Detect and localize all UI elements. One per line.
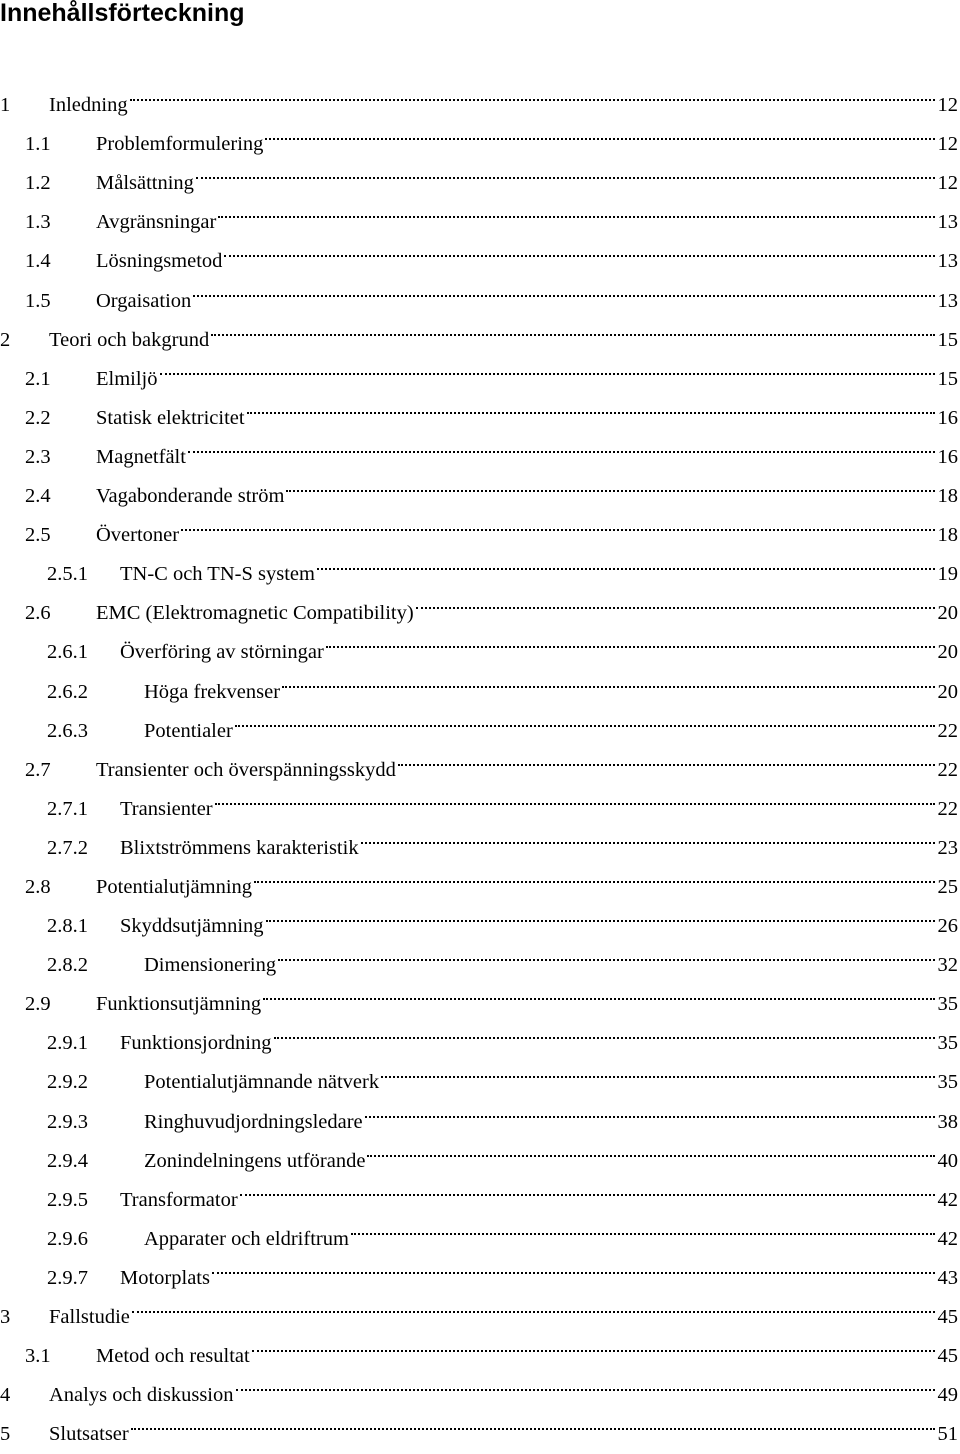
toc-entry[interactable] bbox=[0, 893, 958, 938]
dot-leader bbox=[252, 1323, 937, 1362]
toc-entry-number: 1.1 bbox=[25, 133, 51, 156]
toc-entry[interactable] bbox=[0, 737, 958, 781]
toc-entry-title: Elmiljö bbox=[96, 367, 158, 390]
toc-entry[interactable] bbox=[0, 267, 958, 312]
dot-leader bbox=[282, 658, 936, 697]
dot-leader bbox=[351, 1206, 937, 1245]
toc-entry-title: Övertoner bbox=[96, 524, 180, 547]
toc-entry-number: 1 bbox=[0, 94, 11, 117]
toc-entry-title: Avgränsningar bbox=[96, 211, 217, 234]
toc-entry-number: 2.7.1 bbox=[47, 797, 88, 820]
toc-entry-number: 2.2 bbox=[25, 406, 51, 429]
toc-entry[interactable] bbox=[0, 619, 958, 664]
toc-entry[interactable] bbox=[0, 854, 958, 898]
toc-entry-title: Lösningsmetod bbox=[96, 250, 223, 273]
toc-entry[interactable] bbox=[0, 580, 958, 625]
toc-entry[interactable] bbox=[0, 1010, 958, 1055]
toc-entry-title: TN-C och TN-S system bbox=[120, 563, 315, 586]
toc-entry-page-number: 26 bbox=[937, 915, 958, 938]
toc-entry-title: Transformator bbox=[120, 1188, 238, 1211]
toc-entry-page-number: 15 bbox=[937, 367, 958, 390]
toc-entry-number: 2.8 bbox=[25, 875, 51, 898]
toc-entry-number: 1.5 bbox=[25, 289, 51, 312]
toc-entry-page-number: 12 bbox=[937, 172, 958, 195]
toc-entry-number: 1.2 bbox=[25, 172, 51, 195]
toc-entry-number: 2.4 bbox=[25, 485, 51, 508]
toc-entry-number: 4 bbox=[0, 1384, 11, 1407]
toc-entry-number: 2.8.2 bbox=[47, 954, 88, 977]
toc-entry-title: Problemformulering bbox=[96, 133, 264, 156]
toc-entry-page-number: 35 bbox=[937, 993, 958, 1016]
dot-leader bbox=[215, 776, 937, 815]
dot-leader bbox=[188, 424, 937, 463]
toc-entry-number: 2.3 bbox=[25, 445, 51, 468]
dot-leader bbox=[278, 932, 936, 971]
dot-leader bbox=[367, 1128, 936, 1167]
toc-entry-title: Potentialutjämning bbox=[96, 875, 253, 898]
toc-entry-page-number: 42 bbox=[937, 1188, 958, 1211]
toc-entry[interactable] bbox=[0, 1049, 958, 1094]
toc-entry-page-number: 16 bbox=[937, 406, 958, 429]
toc-entry-page-number: 45 bbox=[937, 1306, 958, 1328]
toc-entry[interactable] bbox=[0, 1128, 958, 1172]
toc-entry-page-number: 51 bbox=[937, 1423, 958, 1446]
toc-entry[interactable] bbox=[0, 815, 958, 859]
toc-entry-number: 2.5 bbox=[25, 524, 51, 547]
toc-entry-page-number: 16 bbox=[937, 445, 958, 468]
toc-entry-page-number: 12 bbox=[937, 133, 958, 156]
toc-entry-title: Analys och diskussion bbox=[49, 1384, 234, 1407]
dot-leader bbox=[240, 1167, 937, 1206]
toc-entry[interactable] bbox=[0, 189, 958, 234]
toc-entry-title: EMC (Elektromagnetic Compatibility) bbox=[96, 602, 414, 625]
toc-entry[interactable] bbox=[0, 932, 958, 977]
toc-entry-title: Blixtströmmens karakteristik bbox=[120, 836, 359, 859]
toc-entry-number: 2 bbox=[0, 328, 11, 351]
toc-entry[interactable] bbox=[0, 541, 958, 586]
dot-leader bbox=[193, 267, 936, 306]
toc-entry-page-number: 49 bbox=[937, 1384, 958, 1407]
dot-leader bbox=[317, 541, 937, 580]
toc-entry-page-number: 22 bbox=[937, 797, 958, 820]
toc-entry-number: 2.9.4 bbox=[47, 1149, 88, 1172]
dot-leader bbox=[247, 385, 937, 424]
toc-entry-page-number: 38 bbox=[937, 1110, 958, 1133]
toc-entry-page-number: 35 bbox=[937, 1032, 958, 1055]
dot-leader bbox=[160, 346, 937, 385]
toc-entry-number: 2.9.5 bbox=[47, 1188, 88, 1211]
toc-entry[interactable] bbox=[0, 1245, 958, 1289]
toc-entry-title: Potentialer bbox=[144, 719, 233, 742]
toc-entry-title: Teori och bakgrund bbox=[49, 328, 210, 351]
toc-entry-page-number: 40 bbox=[937, 1149, 958, 1172]
toc-entry-number: 2.9.3 bbox=[47, 1110, 88, 1133]
toc-entry[interactable] bbox=[0, 1284, 958, 1328]
toc-entry[interactable] bbox=[0, 698, 958, 742]
toc-entry-page-number: 20 bbox=[937, 680, 958, 703]
dot-leader bbox=[263, 971, 936, 1010]
toc-entry[interactable] bbox=[0, 385, 958, 429]
toc-entry-page-number: 19 bbox=[937, 563, 958, 586]
toc-entry-number: 2.9.6 bbox=[47, 1227, 88, 1250]
toc-entry-title: Zonindelningens utförande bbox=[144, 1149, 366, 1172]
dot-leader bbox=[274, 1010, 937, 1049]
toc-entry-title: Ringhuvudjordningsledare bbox=[144, 1110, 363, 1133]
toc-entry-title: Skyddsutjämning bbox=[120, 915, 264, 938]
toc-entry-number: 2.9.2 bbox=[47, 1071, 88, 1094]
toc-list bbox=[0, 72, 958, 1446]
toc-entry-number: 1.3 bbox=[25, 211, 51, 234]
toc-entry-page-number: 35 bbox=[937, 1071, 958, 1094]
toc-entry-page-number: 20 bbox=[937, 602, 958, 625]
toc-entry-page-number: 13 bbox=[937, 250, 958, 273]
dot-leader bbox=[235, 698, 937, 737]
toc-entry-page-number: 22 bbox=[937, 758, 958, 781]
toc-entry-title: Statisk elektricitet bbox=[96, 406, 245, 429]
toc-entry-page-number: 13 bbox=[937, 289, 958, 312]
toc-entry-title: Transienter bbox=[120, 797, 213, 820]
toc-entry-title: Målsättning bbox=[96, 172, 194, 195]
toc-entry-number: 2.6 bbox=[25, 602, 51, 625]
toc-entry-number: 5 bbox=[0, 1423, 11, 1446]
toc-entry-title: Funktionsutjämning bbox=[96, 993, 262, 1016]
toc-entry-number: 1.4 bbox=[25, 250, 51, 273]
toc-entry-number: 2.6.3 bbox=[47, 719, 88, 742]
toc-entry[interactable] bbox=[0, 72, 958, 117]
toc-entry[interactable] bbox=[0, 1401, 958, 1446]
dot-leader bbox=[361, 815, 937, 854]
dot-leader bbox=[416, 580, 937, 619]
toc-entry[interactable] bbox=[0, 658, 958, 703]
toc-entry[interactable] bbox=[0, 150, 958, 195]
toc-entry-page-number: 45 bbox=[937, 1345, 958, 1368]
toc-entry-title: Metod och resultat bbox=[96, 1345, 250, 1368]
toc-entry-title: Dimensionering bbox=[144, 954, 277, 977]
dot-leader bbox=[224, 228, 936, 267]
toc-entry-title: Överföring av störningar bbox=[120, 641, 324, 664]
dot-leader bbox=[381, 1049, 936, 1088]
dot-leader bbox=[236, 1362, 937, 1401]
toc-entry-number: 2.1 bbox=[25, 367, 51, 390]
toc-entry[interactable] bbox=[0, 1323, 958, 1368]
toc-entry-title: Funktionsjordning bbox=[120, 1032, 272, 1055]
toc-entry-page-number: 15 bbox=[937, 328, 958, 351]
toc-entry-title: Vagabonderande ström bbox=[96, 485, 285, 508]
dot-leader bbox=[365, 1088, 937, 1127]
dot-leader bbox=[398, 737, 937, 776]
page-title: Innehållsförteckning bbox=[0, 0, 245, 27]
toc-entry[interactable] bbox=[0, 971, 958, 1016]
toc-entry-number: 2.9.1 bbox=[47, 1032, 88, 1055]
toc-entry[interactable] bbox=[0, 1206, 958, 1250]
toc-entry-title: Potentialutjämnande nätverk bbox=[144, 1071, 380, 1094]
toc-entry[interactable] bbox=[0, 776, 958, 820]
toc-entry-number: 2.9.7 bbox=[47, 1266, 88, 1289]
toc-entry[interactable] bbox=[0, 463, 958, 508]
toc-entry-number: 2.8.1 bbox=[47, 915, 88, 938]
toc-entry[interactable] bbox=[0, 1167, 958, 1211]
dot-leader bbox=[131, 1401, 937, 1440]
toc-entry[interactable] bbox=[0, 1362, 958, 1407]
toc-entry[interactable] bbox=[0, 346, 958, 390]
toc-entry-page-number: 42 bbox=[937, 1227, 958, 1250]
toc-entry-title: Magnetfält bbox=[96, 445, 186, 468]
toc-entry-title: Slutsatser bbox=[49, 1423, 129, 1446]
toc-entry[interactable] bbox=[0, 424, 958, 468]
toc-entry[interactable] bbox=[0, 307, 958, 351]
toc-entry-page-number: 43 bbox=[937, 1266, 958, 1289]
toc-entry-title: Inledning bbox=[49, 94, 128, 117]
toc-entry-page-number: 20 bbox=[937, 641, 958, 664]
toc-entry-number: 2.5.1 bbox=[47, 563, 88, 586]
toc-entry-title: Transienter och överspänningsskydd bbox=[96, 758, 396, 781]
toc-entry-page-number: 12 bbox=[937, 94, 958, 117]
toc-entry-number: 3.1 bbox=[25, 1345, 51, 1368]
toc-entry-page-number: 18 bbox=[937, 485, 958, 508]
dot-leader bbox=[254, 854, 936, 893]
toc-entry[interactable] bbox=[0, 1088, 958, 1133]
toc-entry-number: 3 bbox=[0, 1306, 11, 1328]
toc-entry-page-number: 25 bbox=[937, 875, 958, 898]
toc-entry-number: 2.7 bbox=[25, 758, 51, 781]
toc-entry-title: Fallstudie bbox=[49, 1306, 130, 1328]
dot-leader bbox=[266, 893, 937, 932]
toc-entry-title: Orgaisation bbox=[96, 289, 192, 312]
toc-entry-number: 2.6.2 bbox=[47, 680, 88, 703]
toc-entry-number: 2.9 bbox=[25, 993, 51, 1016]
dot-leader bbox=[130, 72, 937, 111]
dot-leader bbox=[132, 1284, 937, 1323]
dot-leader bbox=[265, 111, 936, 150]
toc-entry[interactable] bbox=[0, 228, 958, 273]
dot-leader bbox=[211, 307, 936, 346]
toc-entry-page-number: 22 bbox=[937, 719, 958, 742]
dot-leader bbox=[286, 463, 936, 502]
toc-entry-title: Motorplats bbox=[120, 1266, 210, 1289]
toc-entry-number: 2.6.1 bbox=[47, 641, 88, 664]
toc-entry[interactable] bbox=[0, 111, 958, 156]
dot-leader bbox=[212, 1245, 937, 1284]
toc-entry-number: 2.7.2 bbox=[47, 836, 88, 859]
dot-leader bbox=[218, 189, 936, 228]
toc-entry-title: Höga frekvenser bbox=[144, 680, 281, 703]
dot-leader bbox=[326, 619, 937, 658]
toc-entry-page-number: 23 bbox=[937, 836, 958, 859]
dot-leader bbox=[181, 502, 936, 541]
toc-entry-title: Apparater och eldriftrum bbox=[144, 1227, 349, 1250]
toc-entry[interactable] bbox=[0, 502, 958, 547]
dot-leader bbox=[196, 150, 937, 189]
toc-entry-page-number: 32 bbox=[937, 954, 958, 977]
toc-entry-page-number: 13 bbox=[937, 211, 958, 234]
toc-entry-page-number: 18 bbox=[937, 524, 958, 547]
